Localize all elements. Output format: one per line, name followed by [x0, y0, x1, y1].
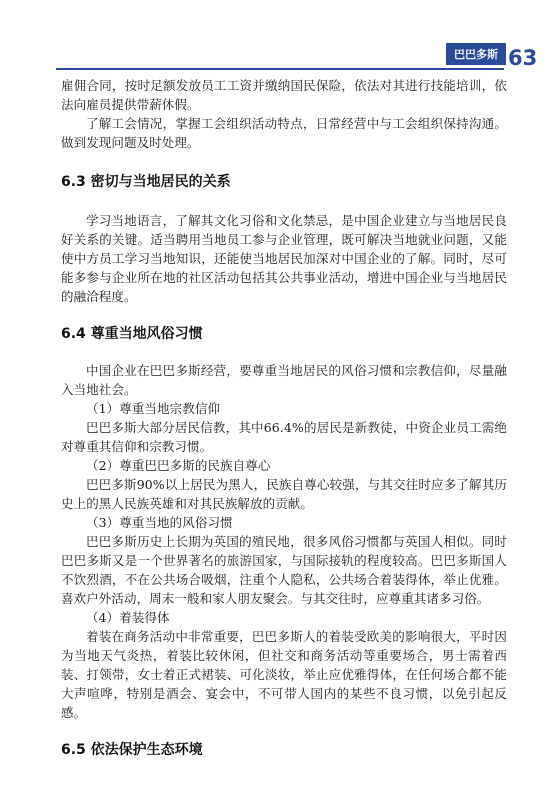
- section-heading-6-5: 6.5 依法保护生态环境: [61, 742, 203, 758]
- page-body: [61, 76, 507, 760]
- section-heading-6-3: 6.3 密切与当地居民的关系: [61, 174, 231, 190]
- subheading-national-pride: （2）尊重巴巴多斯的民族自尊心: [86, 458, 271, 473]
- page-number: 63: [508, 46, 538, 70]
- section-heading-6-4: 6.4 尊重当地风俗习惯: [61, 326, 203, 342]
- chapter-tab-label: 巴巴多斯: [454, 48, 498, 61]
- paragraph-national-pride: 巴巴多斯90%以上居民为黑人，民族自尊心较强，与其交往时应多了解其历史上的黑人民族英雄和对其民族解放的贡献。: [61, 477, 507, 511]
- paragraph-dress: 着装在商务活动中非常重要，巴巴多斯人的着装受欧美的影响很大，平时因为当地天气炎热，着装比较休闲，但社交和商务活动等重要场合，男士需着西装、打领带，女士着正式裙装、可化淡妆，举止应优雅得体，在任何场合都不能大声喧哗，特别是酒会、宴会中，不可带人国内的某些不良习惯，以免引起反感。: [61, 629, 507, 720]
- chapter-tab: [446, 43, 506, 65]
- header-rule: [56, 68, 504, 70]
- paragraph-trade-union: 了解工会情况，掌握工会组织活动特点，日常经营中与工会组织保持沟通。做到发现问题及时处理。: [61, 116, 507, 150]
- subheading-religion: （1）尊重当地宗教信仰: [86, 401, 221, 416]
- paragraph-customs-intro: 中国企业在巴巴多斯经营，要尊重当地居民的风俗习惯和宗教信仰，尽量融入当地社会。: [61, 363, 507, 397]
- paragraph-labor-contract: 雇佣合同，按时足额发放员工工资并缴纳国民保险，依法对其进行技能培训，依法向雇员提供带薪休假。: [61, 78, 507, 112]
- paragraph-local-customs: 巴巴多斯历史上长期为英国的殖民地，很多风俗习惯都与英国人相似。同时巴巴多斯又是一个世界著名的旅游国家，与国际接轨的程度较高。巴巴多斯国人不饮烈酒，不在公共场合吸烟，注重个人隐私，公共场合着装得体，举止优雅。喜欢户外活动，周末一般和家人朋友聚会。与其交往时，应尊重其诸多习俗。: [61, 534, 507, 606]
- paragraph-religion: 巴巴多斯大部分居民信教，其中66.4%的居民是新教徒，中资企业员工需绝对尊重其信仰和宗教习惯。: [61, 420, 507, 454]
- paragraph-local-residents: 学习当地语言，了解其文化习俗和文化禁忌，是中国企业建立与当地居民良好关系的关键。适当聘用当地员工参与企业管理，既可解决当地就业问题，又能使中方员工学习当地知识，还能使当地居民加深对中国企业的了解。同时，尽可能多参与企业所在地的社区活动包括其公共事业活动，增进中国企业与当地居民的融洽程度。: [61, 213, 507, 304]
- subheading-dress: （4）着装得体: [86, 610, 170, 625]
- subheading-local-customs: （3）尊重当地的风俗习惯: [86, 515, 233, 530]
